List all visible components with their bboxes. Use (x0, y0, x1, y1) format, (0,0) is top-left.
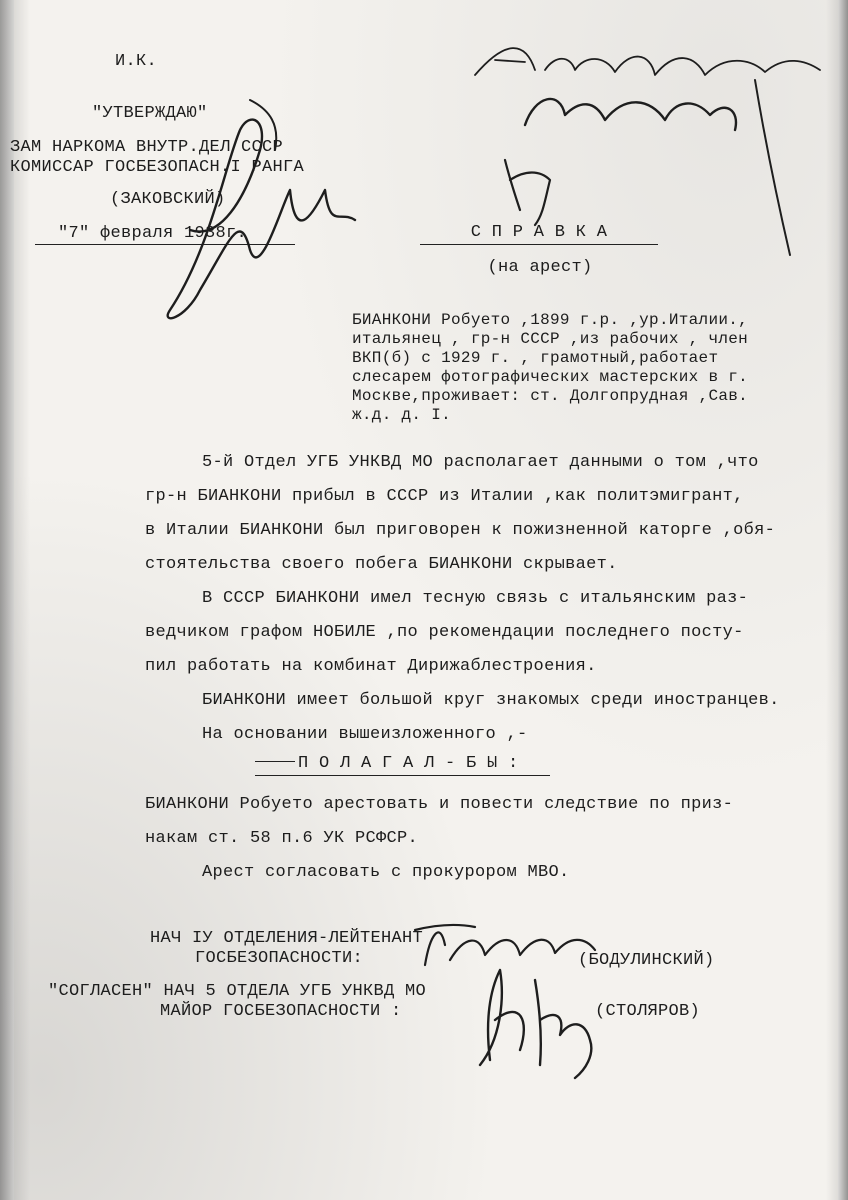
agreed-title-line1: "СОГЛАСЕН" НАЧ 5 ОТДЕЛА УГБ УНКВД МО (48, 982, 427, 1001)
body-line-8: БИАНКОНИ имеет большой круг знакомых среди иностранцев. (202, 691, 780, 710)
person-line-4: слесарем фотографических мастерских в г. (352, 368, 749, 386)
body-line-6: ведчиком графом НОБИЛЕ ,по рекомендации последнего посту- (145, 623, 744, 642)
resolution-rule-left (255, 761, 295, 762)
initials: И.К. (115, 52, 158, 71)
approve-stamp: "УТВЕРЖДАЮ" (92, 104, 208, 123)
approver-signature (150, 90, 370, 340)
body-line-1: 5-й Отдел УГБ УНКВД МО располагает данными о том ,что (202, 453, 759, 472)
person-line-3: ВКП(б) с 1929 г. , грамотный,работает (352, 349, 719, 367)
approver-name: (ЗАКОВСКИЙ) (110, 190, 226, 209)
body-line-2: гр-н БИАНКОНИ прибыл в СССР из Италии ,как политэмигрант, (145, 487, 744, 506)
person-line-5: Москве,проживает: ст. Долгопрудная ,Сав. (352, 387, 749, 405)
agreed-name: (СТОЛЯРОВ) (595, 1002, 701, 1021)
resolution-heading: П О Л А Г А Л - Б Ы : (298, 754, 519, 773)
resolution-line-2: накам ст. 58 п.6 УК РСФСР. (145, 829, 419, 848)
agreed-signature (460, 960, 610, 1080)
document-title: С П Р А В К А (470, 223, 608, 242)
approval-date: "7" февраля 1938г. (58, 224, 248, 243)
chief-title-line1: НАЧ IУ ОТДЕЛЕНИЯ-ЛЕЙТЕНАНТ (150, 929, 424, 948)
person-line-1: БИАНКОНИ Робуето ,1899 г.р. ,ур.Италии., (352, 311, 749, 329)
body-line-7: пил работать на комбинат Дирижаблестроения. (145, 657, 597, 676)
person-line-2: итальянец , гр-н СССР ,из рабочих , член (352, 330, 749, 348)
title-underline (420, 244, 658, 245)
handwritten-note-line2 (520, 90, 529, 91)
body-line-3: в Италии БИАНКОНИ был приговорен к пожизненной каторге ,обя- (145, 521, 776, 540)
chief-name: (БОДУЛИНСКИЙ) (578, 951, 715, 970)
body-line-9: На основании вышеизложенного ,- (202, 725, 528, 744)
resolution-line-3: Арест согласовать с прокурором МВО. (202, 863, 570, 882)
resolution-line-1: БИАНКОНИ Робуето арестовать и повести следствие по приз- (145, 795, 734, 814)
resolution-underline (255, 775, 550, 776)
agreed-title-line2: МАЙОР ГОСБЕЗОПАСНОСТИ : (160, 1002, 402, 1021)
approver-title-line2: КОМИССАР ГОСБЕЗОПАСН.I РАНГА (10, 158, 305, 177)
approver-title-line1: ЗАМ НАРКОМА ВНУТР.ДЕЛ СССР (10, 138, 284, 157)
page-edge-shadow-left (0, 0, 14, 1200)
document-subtitle: (на арест) (487, 258, 593, 277)
chief-title-line2: ГОСБЕЗОПАСНОСТИ: (195, 949, 364, 968)
page-edge-shadow-right (838, 0, 848, 1200)
body-line-5: В СССР БИАНКОНИ имел тесную связь с итальянским раз- (202, 589, 749, 608)
body-line-4: стоятельства своего побега БИАНКОНИ скрывает. (145, 555, 618, 574)
person-line-6: ж.д. д. I. (352, 406, 452, 424)
handwritten-note-line1 (480, 30, 497, 31)
